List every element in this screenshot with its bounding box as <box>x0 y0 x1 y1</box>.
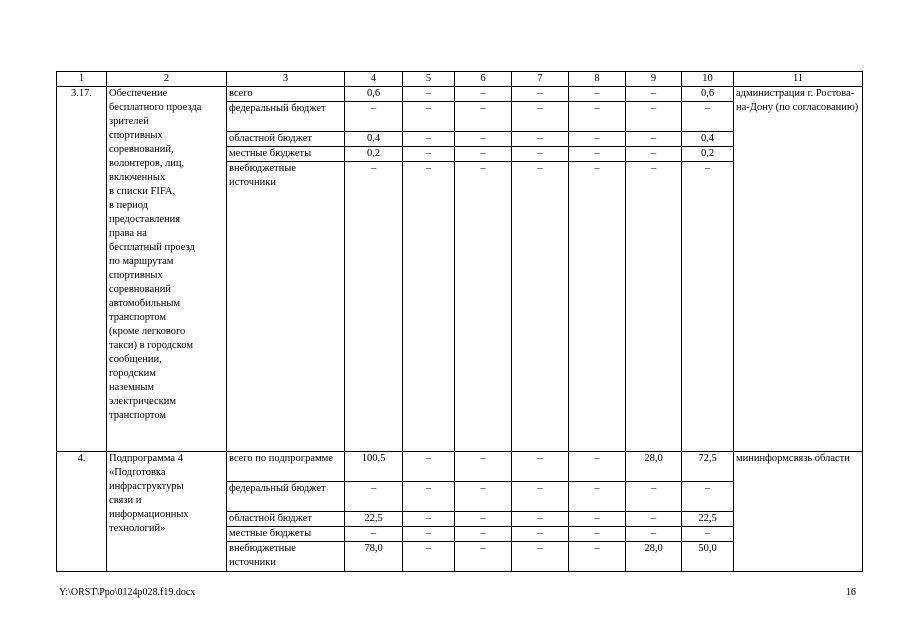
funding-source: федеральный бюджет <box>227 102 345 132</box>
column-header: 8 <box>569 72 626 87</box>
column-header: 5 <box>403 72 455 87</box>
column-header: 10 <box>682 72 734 87</box>
row-number: 3.17. <box>57 87 107 452</box>
amount-cell: – <box>512 512 569 527</box>
funding-source: внебюджетные источники <box>227 542 345 572</box>
budget-table <box>56 71 863 572</box>
executor: администрация г. Ростова-на-Дону (по согласованию) <box>734 87 863 452</box>
amount-cell: 0,2 <box>682 147 734 162</box>
amount-cell: 0,6 <box>345 87 403 102</box>
amount-cell: – <box>626 512 682 527</box>
column-header: 4 <box>345 72 403 87</box>
row-number: 4. <box>57 452 107 572</box>
amount-cell: – <box>512 527 569 542</box>
amount-cell: 100,5 <box>345 452 403 482</box>
amount-cell: – <box>682 527 734 542</box>
amount-cell: – <box>403 147 455 162</box>
amount-cell: – <box>626 102 682 132</box>
funding-source: областной бюджет <box>227 512 345 527</box>
amount-cell: 72,5 <box>682 452 734 482</box>
amount-cell: – <box>682 482 734 512</box>
amount-cell: – <box>512 162 569 452</box>
funding-source: всего <box>227 87 345 102</box>
amount-cell: – <box>455 527 512 542</box>
amount-cell: 28,0 <box>626 452 682 482</box>
amount-cell: – <box>569 132 626 147</box>
column-header: 1 <box>57 72 107 87</box>
amount-cell: 0,4 <box>682 132 734 147</box>
amount-cell: – <box>626 132 682 147</box>
amount-cell: – <box>455 132 512 147</box>
amount-cell: – <box>569 527 626 542</box>
amount-cell: – <box>345 482 403 512</box>
column-header: 6 <box>455 72 512 87</box>
amount-cell: – <box>403 482 455 512</box>
amount-cell: 78,0 <box>345 542 403 572</box>
amount-cell: – <box>512 132 569 147</box>
amount-cell: 0,6 <box>682 87 734 102</box>
amount-cell: 22,5 <box>682 512 734 527</box>
page-number: 16 <box>846 587 856 598</box>
column-header: 3 <box>227 72 345 87</box>
funding-source: внебюджетные источники <box>227 162 345 452</box>
amount-cell: – <box>455 147 512 162</box>
amount-cell: 0,4 <box>345 132 403 147</box>
footer-file-path: Y:\ORST\Ppo\0124p028.f19.docx <box>59 587 196 598</box>
activity-description: Обеспечение бесплатного проезда зрителей спортивных соревнований, волонтеров, лиц, включенных в списки FIFA, в период предоставления права на бесплатный проезд по маршрутам спортивных соревнований автомобильным транспортом (кроме легкового такси) в городском сообщении, городским наземным электрическим транспортом <box>107 87 227 452</box>
executor: мининформсвязь области <box>734 452 863 572</box>
amount-cell: – <box>455 512 512 527</box>
amount-cell: – <box>403 452 455 482</box>
column-header: 11 <box>734 72 863 87</box>
column-header: 7 <box>512 72 569 87</box>
amount-cell: – <box>403 132 455 147</box>
amount-cell: – <box>569 102 626 132</box>
amount-cell: – <box>403 527 455 542</box>
funding-source: местные бюджеты <box>227 147 345 162</box>
amount-cell: – <box>569 512 626 527</box>
amount-cell: 0,2 <box>345 147 403 162</box>
column-header: 2 <box>107 72 227 87</box>
amount-cell: – <box>682 162 734 452</box>
amount-cell: – <box>569 482 626 512</box>
amount-cell: – <box>455 102 512 132</box>
header-row <box>57 72 863 87</box>
amount-cell: 50,0 <box>682 542 734 572</box>
amount-cell: – <box>569 87 626 102</box>
funding-source: федеральный бюджет <box>227 482 345 512</box>
amount-cell: – <box>569 147 626 162</box>
amount-cell: 22,5 <box>345 512 403 527</box>
amount-cell: – <box>512 452 569 482</box>
amount-cell: – <box>403 162 455 452</box>
amount-cell: – <box>455 542 512 572</box>
amount-cell: – <box>512 102 569 132</box>
amount-cell: – <box>403 542 455 572</box>
activity-description: Подпрограмма 4 «Подготовка инфраструктуры связи и информационных технологий» <box>107 452 227 572</box>
amount-cell: – <box>569 162 626 452</box>
amount-cell: – <box>512 87 569 102</box>
amount-cell: – <box>626 87 682 102</box>
funding-source: областной бюджет <box>227 132 345 147</box>
amount-cell: – <box>626 162 682 452</box>
amount-cell: – <box>569 452 626 482</box>
column-header: 9 <box>626 72 682 87</box>
amount-cell: 28,0 <box>626 542 682 572</box>
amount-cell: – <box>626 527 682 542</box>
amount-cell: – <box>345 102 403 132</box>
amount-cell: – <box>345 527 403 542</box>
amount-cell: – <box>403 87 455 102</box>
amount-cell: – <box>512 147 569 162</box>
amount-cell: – <box>455 87 512 102</box>
amount-cell: – <box>512 542 569 572</box>
amount-cell: – <box>626 482 682 512</box>
funding-source: местные бюджеты <box>227 527 345 542</box>
funding-source: всего по подпрограмме <box>227 452 345 482</box>
amount-cell: – <box>345 162 403 452</box>
amount-cell: – <box>682 102 734 132</box>
table-row <box>57 87 863 102</box>
amount-cell: – <box>403 102 455 132</box>
amount-cell: – <box>455 162 512 452</box>
amount-cell: – <box>403 512 455 527</box>
amount-cell: – <box>512 482 569 512</box>
amount-cell: – <box>626 147 682 162</box>
amount-cell: – <box>569 542 626 572</box>
table-row <box>57 452 863 482</box>
amount-cell: – <box>455 452 512 482</box>
amount-cell: – <box>455 482 512 512</box>
